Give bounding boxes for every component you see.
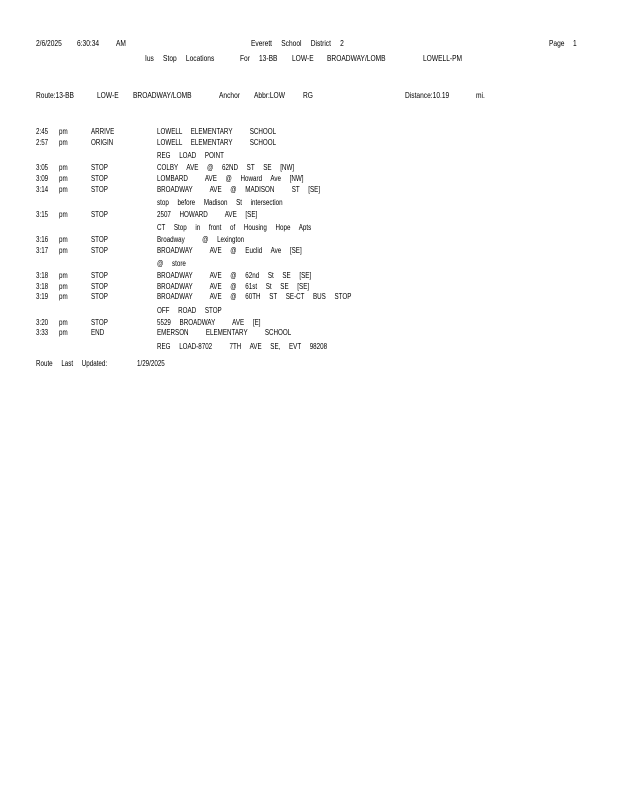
- stop-type: STOP: [91, 292, 108, 301]
- stop-type: STOP: [91, 282, 108, 291]
- stop-ampm: pm: [59, 271, 68, 280]
- stop-type: STOP: [91, 210, 108, 219]
- stop-type: ORIGIN: [91, 138, 114, 147]
- subtitle-route: 13-BB: [259, 53, 278, 63]
- stop-type: ARRIVE: [91, 127, 115, 136]
- stop-time: 3:19: [36, 292, 49, 301]
- stop-ampm: pm: [59, 292, 68, 301]
- stop-location: BROADWAY AVE @ 61st St SE [SE]: [157, 282, 310, 291]
- page-number: 1: [573, 38, 577, 48]
- route-anchor: Anchor: [219, 90, 241, 100]
- stop-type: END: [91, 328, 105, 337]
- route-abbr: Abbr:LOW: [254, 90, 285, 100]
- stop-location: EMERSON ELEMENTARY SCHOOL: [157, 328, 292, 337]
- route-road: BROADWAY/LOMB: [133, 90, 192, 100]
- stop-location: 5529 BROADWAY AVE [E]: [157, 318, 261, 327]
- stop-time: 3:15: [36, 210, 49, 219]
- stop-time: 2:57: [36, 138, 49, 147]
- stop-location: BROADWAY AVE @ 60TH ST SE-CT BUS STOP: [157, 292, 352, 301]
- report-time-ampm: AM: [116, 38, 126, 48]
- stop-location: Broadway @ Lexington: [157, 235, 245, 244]
- stop-time: 3:20: [36, 318, 49, 327]
- stop-note: REG LOAD POINT: [157, 151, 224, 160]
- route-last-updated-date: 1/29/2025: [137, 359, 165, 368]
- stop-time: 3:05: [36, 163, 49, 172]
- stop-time: 3:17: [36, 246, 49, 255]
- stop-time: 3:16: [36, 235, 49, 244]
- stop-note: REG LOAD-8702 7TH AVE SE, EVT 98208: [157, 342, 328, 351]
- report-subtitle: Ius Stop Locations: [145, 53, 215, 63]
- stop-type: STOP: [91, 235, 108, 244]
- stop-ampm: pm: [59, 246, 68, 255]
- stop-ampm: pm: [59, 174, 68, 183]
- district-title: Everett School District 2: [251, 38, 344, 48]
- subtitle-for: For: [240, 53, 250, 63]
- route-distance: Distance:10.19: [405, 90, 450, 100]
- report-date: 2/6/2025: [36, 38, 62, 48]
- stop-ampm: pm: [59, 235, 68, 244]
- stop-ampm: pm: [59, 328, 68, 337]
- stop-type: STOP: [91, 163, 108, 172]
- stop-type: STOP: [91, 185, 108, 194]
- stop-ampm: pm: [59, 163, 68, 172]
- stop-location: BROADWAY AVE @ Euclid Ave [SE]: [157, 246, 302, 255]
- stop-ampm: pm: [59, 138, 68, 147]
- stop-location: BROADWAY AVE @ MADISON ST [SE]: [157, 185, 321, 194]
- stop-ampm: pm: [59, 127, 68, 136]
- route-id: Route:13-BB: [36, 90, 74, 100]
- stop-type: STOP: [91, 174, 108, 183]
- route-last-updated-label: Route Last Updated:: [36, 359, 108, 368]
- stop-type: STOP: [91, 246, 108, 255]
- stop-type: STOP: [91, 318, 108, 327]
- subtitle-road: BROADWAY/LOMB: [327, 53, 386, 63]
- page-label: Page: [549, 38, 565, 48]
- stop-time: 2:45: [36, 127, 49, 136]
- report-time: 6:30:34: [77, 38, 100, 48]
- stop-note: CT Stop in front of Housing Hope Apts: [157, 223, 312, 232]
- stop-note: @ store: [157, 259, 186, 268]
- stop-ampm: pm: [59, 210, 68, 219]
- stop-time: 3:33: [36, 328, 49, 337]
- stop-location: LOMBARD AVE @ Howard Ave [NW]: [157, 174, 304, 183]
- stop-note: OFF ROAD STOP: [157, 306, 222, 315]
- stop-location: LOWELL ELEMENTARY SCHOOL: [157, 138, 277, 147]
- stop-time: 3:18: [36, 271, 49, 280]
- stop-location: COLBY AVE @ 62ND ST SE [NW]: [157, 163, 295, 172]
- route-tier: LOW-E: [97, 90, 119, 100]
- stop-note: stop before Madison St intersection: [157, 198, 283, 207]
- stop-ampm: pm: [59, 318, 68, 327]
- stop-time: 3:09: [36, 174, 49, 183]
- stop-ampm: pm: [59, 282, 68, 291]
- stop-location: LOWELL ELEMENTARY SCHOOL: [157, 127, 277, 136]
- stop-time: 3:18: [36, 282, 49, 291]
- route-distance-unit: mi.: [476, 90, 485, 100]
- subtitle-session: LOWELL-PM: [423, 53, 463, 63]
- route-rg: RG: [303, 90, 313, 100]
- stop-type: STOP: [91, 271, 108, 280]
- subtitle-tier: LOW-E: [292, 53, 314, 63]
- stop-ampm: pm: [59, 185, 68, 194]
- stop-location: 2507 HOWARD AVE [SE]: [157, 210, 258, 219]
- stop-location: BROADWAY AVE @ 62nd St SE [SE]: [157, 271, 312, 280]
- stop-time: 3:14: [36, 185, 49, 194]
